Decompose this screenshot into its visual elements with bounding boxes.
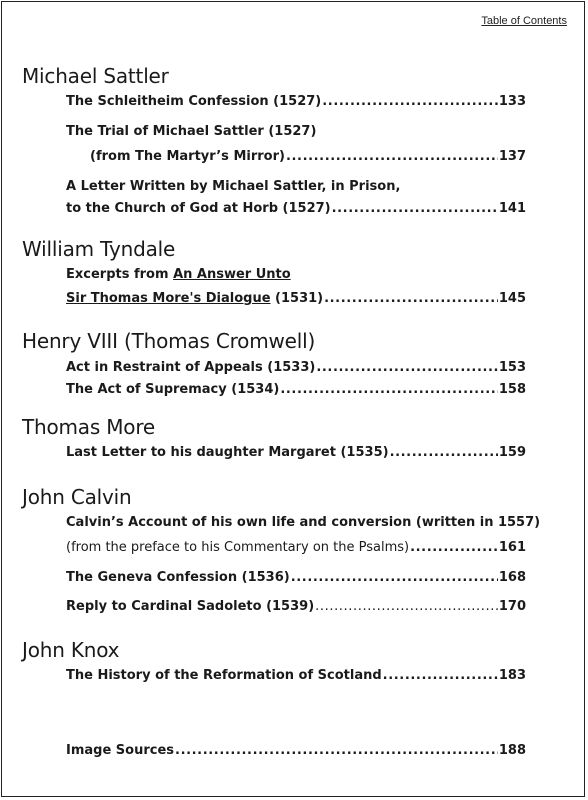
entry-page-number: 153 (498, 360, 526, 375)
toc-entry-trial-line1: The Trial of Michael Sattler (1527) (66, 124, 317, 139)
entry-title: Last Letter to his daughter Margaret (1535) (66, 445, 389, 460)
section-title-william-tyndale: William Tyndale (22, 237, 176, 261)
dot-leader (316, 360, 498, 375)
section-title-henry-viii: Henry VIII (Thomas Cromwell) (22, 329, 316, 353)
dot-leader (286, 149, 498, 164)
toc-entry-answer-unto-more[interactable] (66, 291, 526, 306)
dot-leader (322, 94, 498, 109)
dot-leader (315, 599, 498, 614)
toc-entry-geneva-confession[interactable] (66, 570, 526, 585)
toc-entry-letter-to-horb[interactable] (66, 201, 526, 216)
dialogue-title: Sir Thomas More's Dialogue (66, 291, 271, 306)
dot-leader (291, 570, 498, 585)
section-title-john-knox: John Knox (22, 638, 120, 662)
dot-leader (324, 291, 498, 306)
section-title-john-calvin: John Calvin (22, 485, 132, 509)
toc-entry-reformation-of-scotland[interactable] (66, 668, 526, 683)
entry-page-number: 183 (498, 668, 526, 683)
toc-entry-calvin-account[interactable] (66, 540, 526, 555)
toc-entry-restraint-of-appeals[interactable] (66, 360, 526, 375)
toc-entry-reply-to-sadoleto[interactable] (66, 599, 526, 614)
entry-title: The History of the Reformation of Scotland (66, 668, 382, 683)
dot-leader (383, 668, 498, 683)
dot-leader (332, 201, 498, 216)
entry-page-number: 168 (498, 570, 526, 585)
entry-page-number: 141 (498, 201, 526, 216)
answer-unto-title: An Answer Unto (173, 267, 291, 282)
entry-page-number: 158 (498, 382, 526, 397)
entry-title: The Schleitheim Confession (1527) (66, 94, 322, 109)
dot-leader (390, 445, 498, 460)
toc-entry-excerpts-line1 (66, 267, 291, 282)
table-of-contents-header: Table of Contents (481, 15, 567, 27)
entry-title: Image Sources (66, 743, 175, 758)
entry-page-number: 170 (498, 599, 526, 614)
entry-page-number: 133 (498, 94, 526, 109)
entry-title: The Act of Supremacy (1534) (66, 382, 280, 397)
entry-title: (from the preface to his Commentary on the Psalms) (66, 540, 410, 555)
dot-leader (175, 743, 498, 758)
toc-entry-act-of-supremacy[interactable] (66, 382, 526, 397)
dot-leader (410, 540, 498, 555)
entry-title: to the Church of God at Horb (1527) (66, 201, 331, 216)
toc-entry-schleitheim-confession[interactable] (66, 94, 526, 109)
entry-title: (from The Martyr’s Mirror) (90, 149, 285, 164)
entry-page-number: 161 (498, 540, 526, 555)
entry-page-number: 137 (498, 149, 526, 164)
toc-entry-letter-line1: A Letter Written by Michael Sattler, in Prison, (66, 179, 401, 194)
entry-title: Reply to Cardinal Sadoleto (1539) (66, 599, 315, 614)
document-page (1, 1, 585, 797)
toc-entry-calvin-account-line1: Calvin’s Account of his own life and conversion (written in 1557) (66, 515, 541, 530)
dialogue-year: (1531) (270, 291, 324, 306)
entry-title: Act in Restraint of Appeals (1533) (66, 360, 316, 375)
entry-title (66, 291, 323, 306)
entry-page-number: 145 (498, 291, 526, 306)
toc-entry-image-sources[interactable] (66, 743, 526, 758)
toc-entry-last-letter-margaret[interactable] (66, 445, 526, 460)
entry-page-number: 159 (498, 445, 526, 460)
section-title-michael-sattler: Michael Sattler (22, 64, 169, 88)
toc-entry-trial-of-sattler[interactable] (90, 149, 526, 164)
section-title-thomas-more: Thomas More (22, 415, 156, 439)
excerpts-prefix: Excerpts from (66, 267, 174, 282)
entry-page-number: 188 (498, 743, 526, 758)
entry-title: The Geneva Confession (1536) (66, 570, 290, 585)
dot-leader (280, 382, 498, 397)
